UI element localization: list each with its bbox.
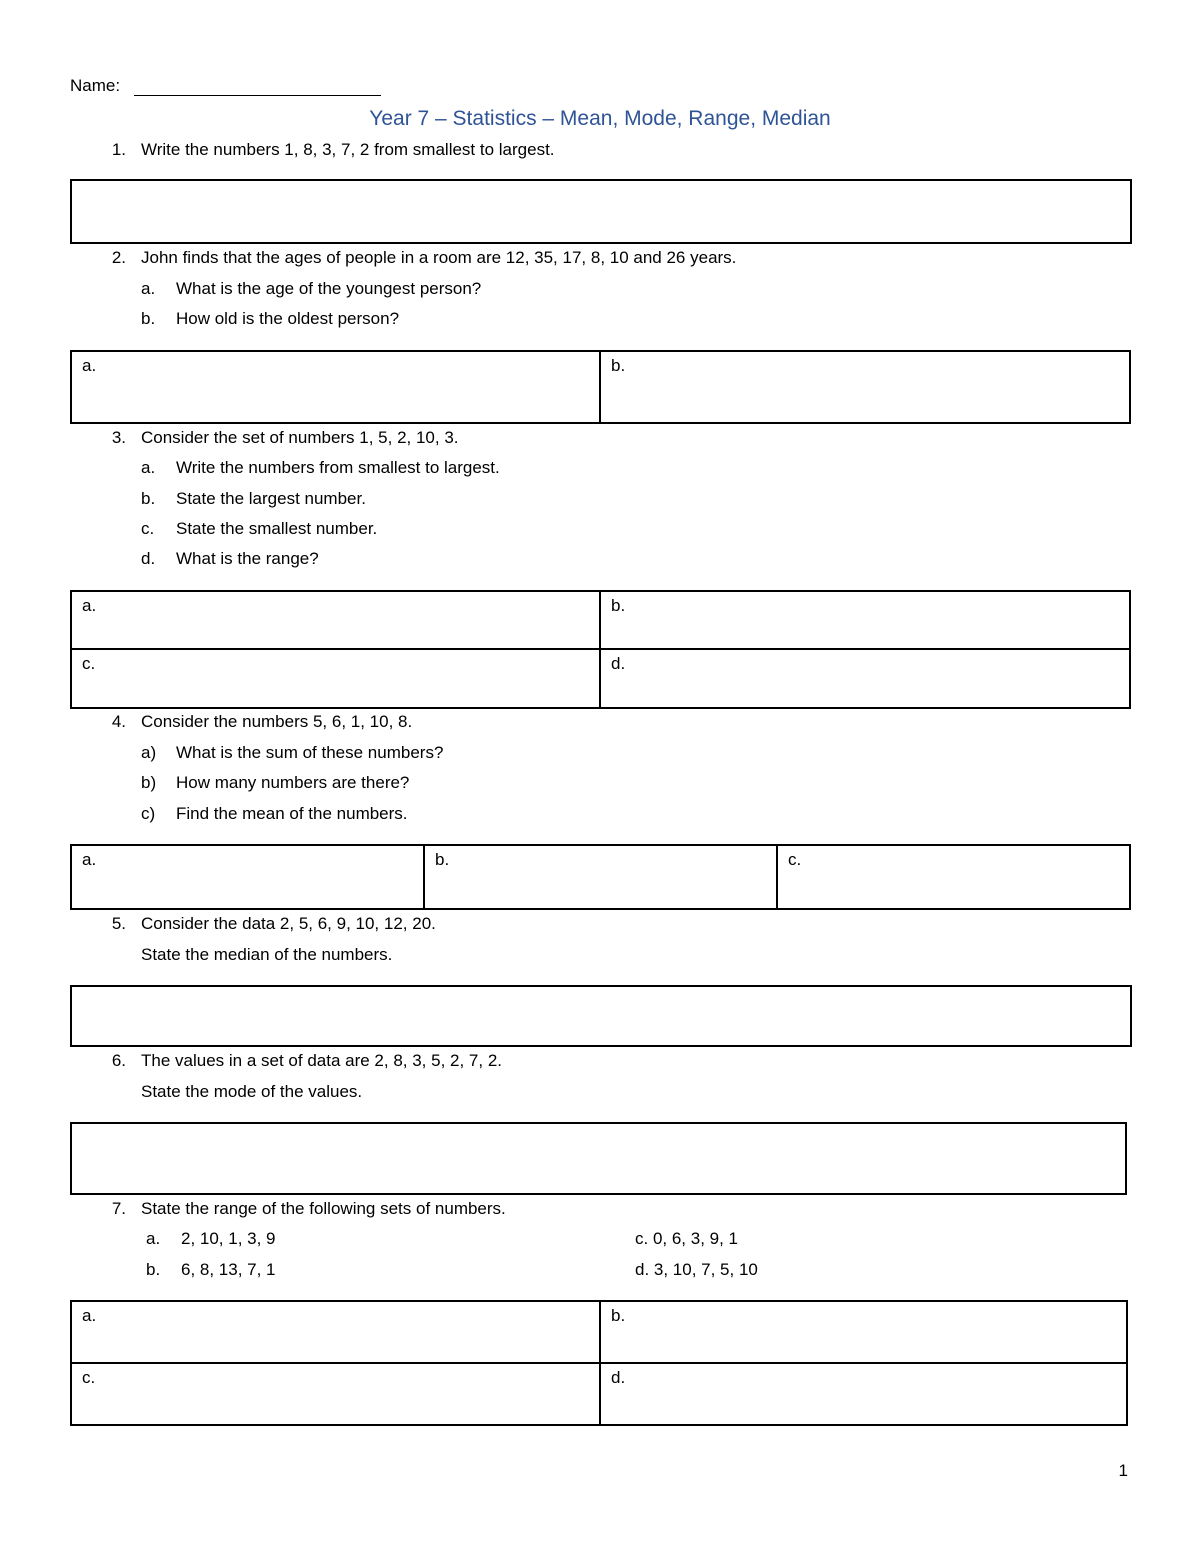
answer-table-q3 — [70, 590, 1131, 709]
question-text: Consider the set of numbers 1, 5, 2, 10, 3. — [141, 428, 459, 447]
question-text: State the range of the following sets of numbers. — [141, 1199, 506, 1218]
answer-box-q5[interactable] — [70, 985, 1132, 1047]
question-text: The values in a set of data are 2, 8, 3, 5, 2, 7, 2. — [141, 1051, 503, 1070]
answer-cell-a[interactable]: a. — [72, 846, 425, 908]
part-text: State the largest number. — [176, 489, 366, 508]
answer-box-q1[interactable] — [70, 179, 1132, 244]
part-text: c. 0, 6, 3, 9, 1 — [635, 1229, 739, 1248]
answer-cell-a[interactable]: a. — [72, 1302, 601, 1364]
answer-cell-b[interactable]: b. — [611, 356, 626, 375]
question-text-line2: State the median of the numbers. — [141, 945, 393, 964]
answer-cell-b[interactable]: b. — [425, 846, 778, 908]
part-text: Find the mean of the numbers. — [176, 804, 408, 823]
answer-cell-d[interactable]: d. — [611, 1368, 626, 1387]
answer-table-q7 — [70, 1300, 1128, 1426]
part-label: c. — [141, 519, 155, 538]
part-text: What is the age of the youngest person? — [176, 279, 482, 298]
part-text: 6, 8, 13, 7, 1 — [181, 1260, 276, 1279]
part-label: c) — [141, 804, 156, 823]
answer-cell-d[interactable]: d. — [611, 654, 626, 673]
part-text: State the smallest number. — [176, 519, 378, 538]
name-field[interactable] — [134, 95, 381, 96]
part-label: b. — [141, 309, 156, 328]
question-number: 2. — [111, 248, 126, 267]
question-text: Consider the data 2, 5, 6, 9, 10, 12, 20. — [141, 914, 436, 933]
part-label: b. — [141, 489, 156, 508]
part-label: a. — [141, 458, 156, 477]
page-title: Year 7 – Statistics – Mean, Mode, Range, Median — [369, 107, 831, 130]
part-text: What is the range? — [176, 549, 319, 568]
part-label: a. — [141, 279, 156, 298]
part-label: a. — [146, 1229, 161, 1248]
answer-cell-a[interactable]: a. — [72, 592, 601, 650]
answer-box-q6[interactable] — [70, 1122, 1127, 1195]
part-text: Write the numbers from smallest to largest. — [176, 458, 500, 477]
question-text: Write the numbers 1, 8, 3, 7, 2 from smallest to largest. — [141, 140, 555, 159]
part-label: b) — [141, 773, 157, 792]
part-text: What is the sum of these numbers? — [176, 743, 444, 762]
question-text: John finds that the ages of people in a room are 12, 35, 17, 8, 10 and 26 years. — [141, 248, 737, 267]
answer-cell-c[interactable]: c. — [72, 1364, 601, 1424]
part-text: How old is the oldest person? — [176, 309, 400, 328]
answer-cell-c[interactable]: c. — [788, 850, 802, 869]
question-number: 4. — [111, 712, 126, 731]
page-number: 1 — [1118, 1461, 1128, 1480]
question-text-line2: State the mode of the values. — [141, 1082, 363, 1101]
question-number: 7. — [111, 1199, 126, 1218]
answer-cell-b[interactable]: b. — [601, 1302, 1126, 1364]
question-number: 3. — [111, 428, 126, 447]
question-number: 5. — [111, 914, 126, 933]
question-text: Consider the numbers 5, 6, 1, 10, 8. — [141, 712, 413, 731]
answer-table-q2 — [70, 350, 1131, 424]
part-text: 2, 10, 1, 3, 9 — [181, 1229, 276, 1248]
part-text: d. 3, 10, 7, 5, 10 — [635, 1260, 758, 1279]
question-number: 1. — [111, 140, 126, 159]
part-text: How many numbers are there? — [176, 773, 410, 792]
part-label: a) — [141, 743, 157, 762]
answer-cell-c[interactable]: c. — [72, 650, 601, 707]
part-label: d. — [141, 549, 156, 568]
part-label: b. — [146, 1260, 161, 1279]
answer-cell-b[interactable]: b. — [601, 592, 1129, 650]
question-number: 6. — [111, 1051, 126, 1070]
name-label: Name: — [70, 76, 121, 95]
answer-cell-a[interactable]: a. — [72, 352, 601, 422]
answer-table-q4 — [70, 844, 1131, 910]
